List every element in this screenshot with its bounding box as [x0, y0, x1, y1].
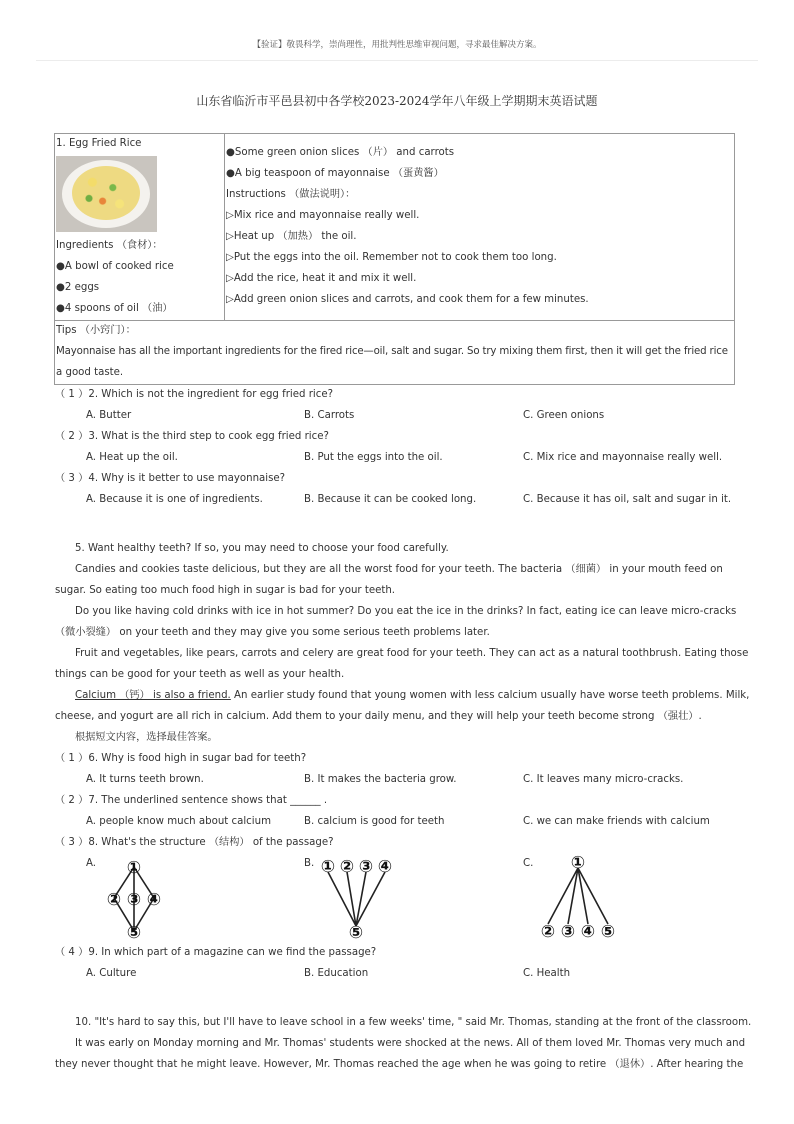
passage-text: （微小裂缝） on your teeth and they may give you some serious teeth problems later.	[55, 627, 490, 638]
answer-option[interactable]: B. It makes the bacteria grow.	[304, 774, 457, 785]
structure-diagram-a	[96, 852, 176, 944]
tips-label: Tips （小窍门）：	[56, 325, 136, 336]
node-4: ④	[146, 890, 162, 910]
passage-text: Do you like having cold drinks with ice in hot summer? Do you eat the ice in the drinks? In fact, eating ice can leave micro-cracks	[75, 606, 737, 617]
tips-text: Mayonnaise has all the important ingredients for the fired rice—oil, salt and sugar. So try mixing them first, then it will get the fried rice	[56, 346, 728, 357]
question: （ 3 ）8. What's the structure （结构） of the passage?	[55, 837, 334, 848]
answer-option[interactable]: C. Mix rice and mayonnaise really well.	[523, 452, 723, 463]
fried-rice-image	[56, 156, 157, 232]
question: （ 4 ）9. In which part of a magazine can we find the passage?	[55, 947, 377, 958]
instruction-step: ▷Mix rice and mayonnaise really well.	[226, 210, 420, 221]
passage-text: Fruit and vegetables, like pears, carrots and celery are great food for your teeth. They can act as a natural toothbrush. Eating those	[75, 648, 749, 659]
question: （ 1 ）2. Which is not the ingredient for egg fried rice?	[55, 389, 334, 400]
ingredient-item: ●2 eggs	[56, 282, 100, 293]
answer-option[interactable]: C.	[523, 858, 534, 869]
answer-option[interactable]: A. Culture	[86, 968, 137, 979]
question: （ 2 ）7. The underlined sentence shows that ______ .	[55, 795, 328, 806]
passage-text: 5. Want healthy teeth? If so, you may need to choose your food carefully.	[75, 543, 449, 554]
node-3: ③	[560, 922, 576, 942]
recipe-name: 1. Egg Fried Rice	[56, 138, 142, 149]
node-5: ⑤	[348, 923, 364, 943]
instruction-step: ▷Heat up （加热） the oil.	[226, 231, 357, 242]
passage-text: Calcium （钙） is also a friend. An earlier study found that young women with less calcium usually have worse teeth problems. Milk,	[75, 690, 750, 701]
answer-option[interactable]: B. Put the eggs into the oil.	[304, 452, 443, 463]
answer-option[interactable]: A. people know much about calcium	[86, 816, 271, 827]
instruction-step: ▷Add the rice, heat it and mix it well.	[226, 273, 417, 284]
passage-text: It was early on Monday morning and Mr. Thomas' students were shocked at the news. All of them loved Mr. Thomas very much and	[75, 1038, 746, 1049]
node-5: ⑤	[126, 923, 142, 943]
ingredient-item: ●4 spoons of oil （油）	[56, 303, 173, 314]
passage-text: sugar. So eating too much food high in sugar is bad for your teeth.	[55, 585, 396, 596]
header-slogan: 【验证】敬畏科学，崇尚理性，用批判性思维审视问题，寻求最佳解决方案。	[252, 40, 542, 50]
passage-text: Candies and cookies taste delicious, but they are all the worst food for your teeth. The bacteria （细菌） in your mouth feed on	[75, 564, 723, 575]
passage-instruction: 根据短文内容，选择最佳答案。	[75, 732, 218, 743]
passage-text: things can be good for your teeth as well as your health.	[55, 669, 345, 680]
structure-diagram-b	[316, 852, 400, 944]
question: （ 1 ）6. Why is food high in sugar bad for teeth?	[55, 753, 307, 764]
node-2: ②	[540, 922, 556, 942]
answer-option[interactable]: A.	[86, 858, 97, 869]
node-4: ④	[580, 922, 596, 942]
answer-option[interactable]: B. calcium is good for teeth	[304, 816, 445, 827]
answer-option[interactable]: B. Education	[304, 968, 369, 979]
node-4: ④	[377, 857, 393, 877]
answer-option[interactable]: A. Butter	[86, 410, 132, 421]
answer-option[interactable]: C. Because it has oil, salt and sugar in it.	[523, 494, 732, 505]
answer-option[interactable]: B.	[304, 858, 315, 869]
ingredient-item: ●Some green onion slices （片） and carrots	[226, 147, 455, 158]
instructions-label: Instructions （做法说明）：	[226, 189, 356, 200]
node-1: ①	[126, 858, 142, 878]
question: （ 3 ）4. Why is it better to use mayonnaise?	[55, 473, 286, 484]
table-row-divider	[54, 320, 735, 321]
passage-text: they never thought that he might leave. However, Mr. Thomas reached the age when he was going to retire （退休）. After hearing the	[55, 1059, 744, 1070]
structure-diagram-c	[532, 850, 624, 944]
answer-option[interactable]: A. Because it is one of ingredients.	[86, 494, 263, 505]
answer-option[interactable]: C. Health	[523, 968, 571, 979]
ingredients-label: Ingredients （食材）：	[56, 240, 163, 251]
answer-option[interactable]: A. Heat up the oil.	[86, 452, 178, 463]
answer-option[interactable]: B. Because it can be cooked long.	[304, 494, 477, 505]
ingredient-item: ●A bowl of cooked rice	[56, 261, 174, 272]
page-title: 山东省临沂市平邑县初中各学校2023-2024学年八年级上学期期末英语试题	[196, 94, 598, 108]
answer-option[interactable]: C. we can make friends with calcium	[523, 816, 710, 827]
answer-option[interactable]: C. Green onions	[523, 410, 605, 421]
passage-text: 10. "It's hard to say this, but I'll have to leave school in a few weeks' time, " said Mr. Thomas, standing at the front of the classroom.	[75, 1017, 752, 1028]
underlined-sentence: Calcium （钙） is also a friend.	[75, 690, 231, 701]
node-5: ⑤	[600, 922, 616, 942]
passage-text: cheese, and yogurt are all rich in calcium. Add them to your daily menu, and they will help your teeth become strong （强壮）.	[55, 711, 702, 722]
header-divider	[36, 60, 758, 61]
node-1: ①	[320, 857, 336, 877]
instruction-step: ▷Add green onion slices and carrots, and cook them for a few minutes.	[226, 294, 589, 305]
node-3: ③	[358, 857, 374, 877]
ingredient-item: ●A big teaspoon of mayonnaise （蛋黄酱）	[226, 168, 444, 179]
node-2: ②	[106, 890, 122, 910]
table-col-divider	[224, 133, 225, 321]
node-2: ②	[339, 857, 355, 877]
instruction-step: ▷Put the eggs into the oil. Remember not to cook them too long.	[226, 252, 557, 263]
answer-option[interactable]: C. It leaves many micro-cracks.	[523, 774, 684, 785]
answer-option[interactable]: B. Carrots	[304, 410, 355, 421]
node-1: ①	[570, 853, 586, 873]
answer-option[interactable]: A. It turns teeth brown.	[86, 774, 204, 785]
tips-text: a good taste.	[56, 367, 124, 378]
node-3: ③	[126, 890, 142, 910]
question: （ 2 ）3. What is the third step to cook egg fried rice?	[55, 431, 329, 442]
